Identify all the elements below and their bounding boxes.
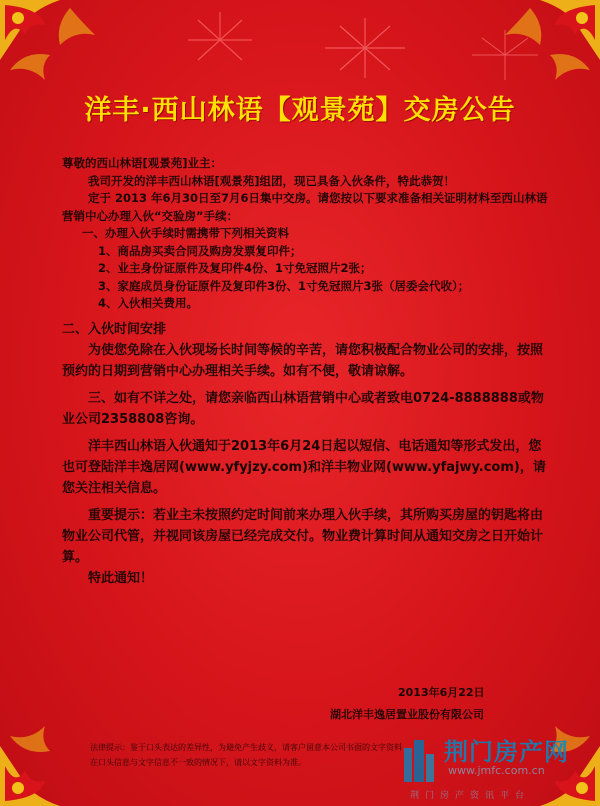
section2-heading: 二、入伙时间安排 <box>62 321 167 337</box>
closing-line: 特此通知！ <box>88 570 154 586</box>
section3-paragraph: 三、如有不详之处，请您亲临西山林语营销中心或者致电0724-8888888或物业公司2358808咨询。 <box>62 390 544 427</box>
notice-date: 2013年6月22日 <box>398 686 485 699</box>
notice-paragraph: 洋丰西山林语入伙通知于2013年6月24日起以短信、电话通知等形式发出，您也可登陆洋丰逸居网(www.yfyjzy.com)和洋丰物业网(www.yfajwy.com)，请您关注相关信息。 <box>62 438 546 496</box>
list-item: 3、家庭成员身份证原件及复印件3份、1寸免冠照片3张（居委会代收）； <box>98 278 470 293</box>
list-item: 1、商品房买卖合同及购房发票复印件； <box>98 243 302 258</box>
legal-line: 法律提示：鉴于口头表达的差异性，为避免产生歧义，请客户留意本公司书面的文字资料 <box>90 743 402 752</box>
company-name: 湖北洋丰逸居置业股份有限公司 <box>330 708 484 721</box>
greeting: 尊敬的西山林语[观景苑]业主： <box>62 156 223 170</box>
legal-line: 在口头信息与文字信息不一致的情况下，请以文字资料为准。 <box>90 758 306 767</box>
building-logo-icon <box>400 738 438 782</box>
section2-paragraph: 为使您免除在入伙现场长时间等候的辛苦，请您积极配合物业公司的安排，按照预约的日期到营销中心办理相关手续。如有不便，敬请谅解。 <box>62 342 544 379</box>
watermark-name: 荆门房产网 <box>444 738 569 766</box>
firework-icon <box>470 30 540 80</box>
schedule-paragraph: 定于 2013 年6月30日至7月6日集中交房。请您按以下要求准备相关证明材料至西山林语营销中心办理入伙“交验房”手续： <box>62 191 548 223</box>
list-item: 2、业主身份证原件及复印件4份、1寸免冠照片2张； <box>98 261 372 275</box>
watermark-url: www.jmfc.com.cn <box>448 764 545 777</box>
watermark <box>400 730 600 806</box>
page-title: 洋丰·西山林语【观景苑】交房公告 <box>84 95 516 126</box>
section1-heading: 一、办理入伙手续时需携带下列相关资料 <box>82 226 289 240</box>
firework-icon <box>180 10 260 70</box>
firework-icon <box>320 18 410 78</box>
notice-body <box>62 155 552 589</box>
important-paragraph: 重要提示：若业主未按照约定时间前来办理入伙手续，其所购买房屋的钥匙将由物业公司代管，并视同该房屋已经完成交付。物业费计算时间从通知交房之日开始计算。 <box>62 507 544 565</box>
intro-paragraph: 我司开发的洋丰西山林语[观景苑]组团，现已具备入伙条件，特此恭贺！ <box>88 173 456 188</box>
watermark-subtitle: 荆门房产资讯平台 <box>410 791 531 801</box>
list-item: 4、入伙相关费用。 <box>98 296 199 310</box>
